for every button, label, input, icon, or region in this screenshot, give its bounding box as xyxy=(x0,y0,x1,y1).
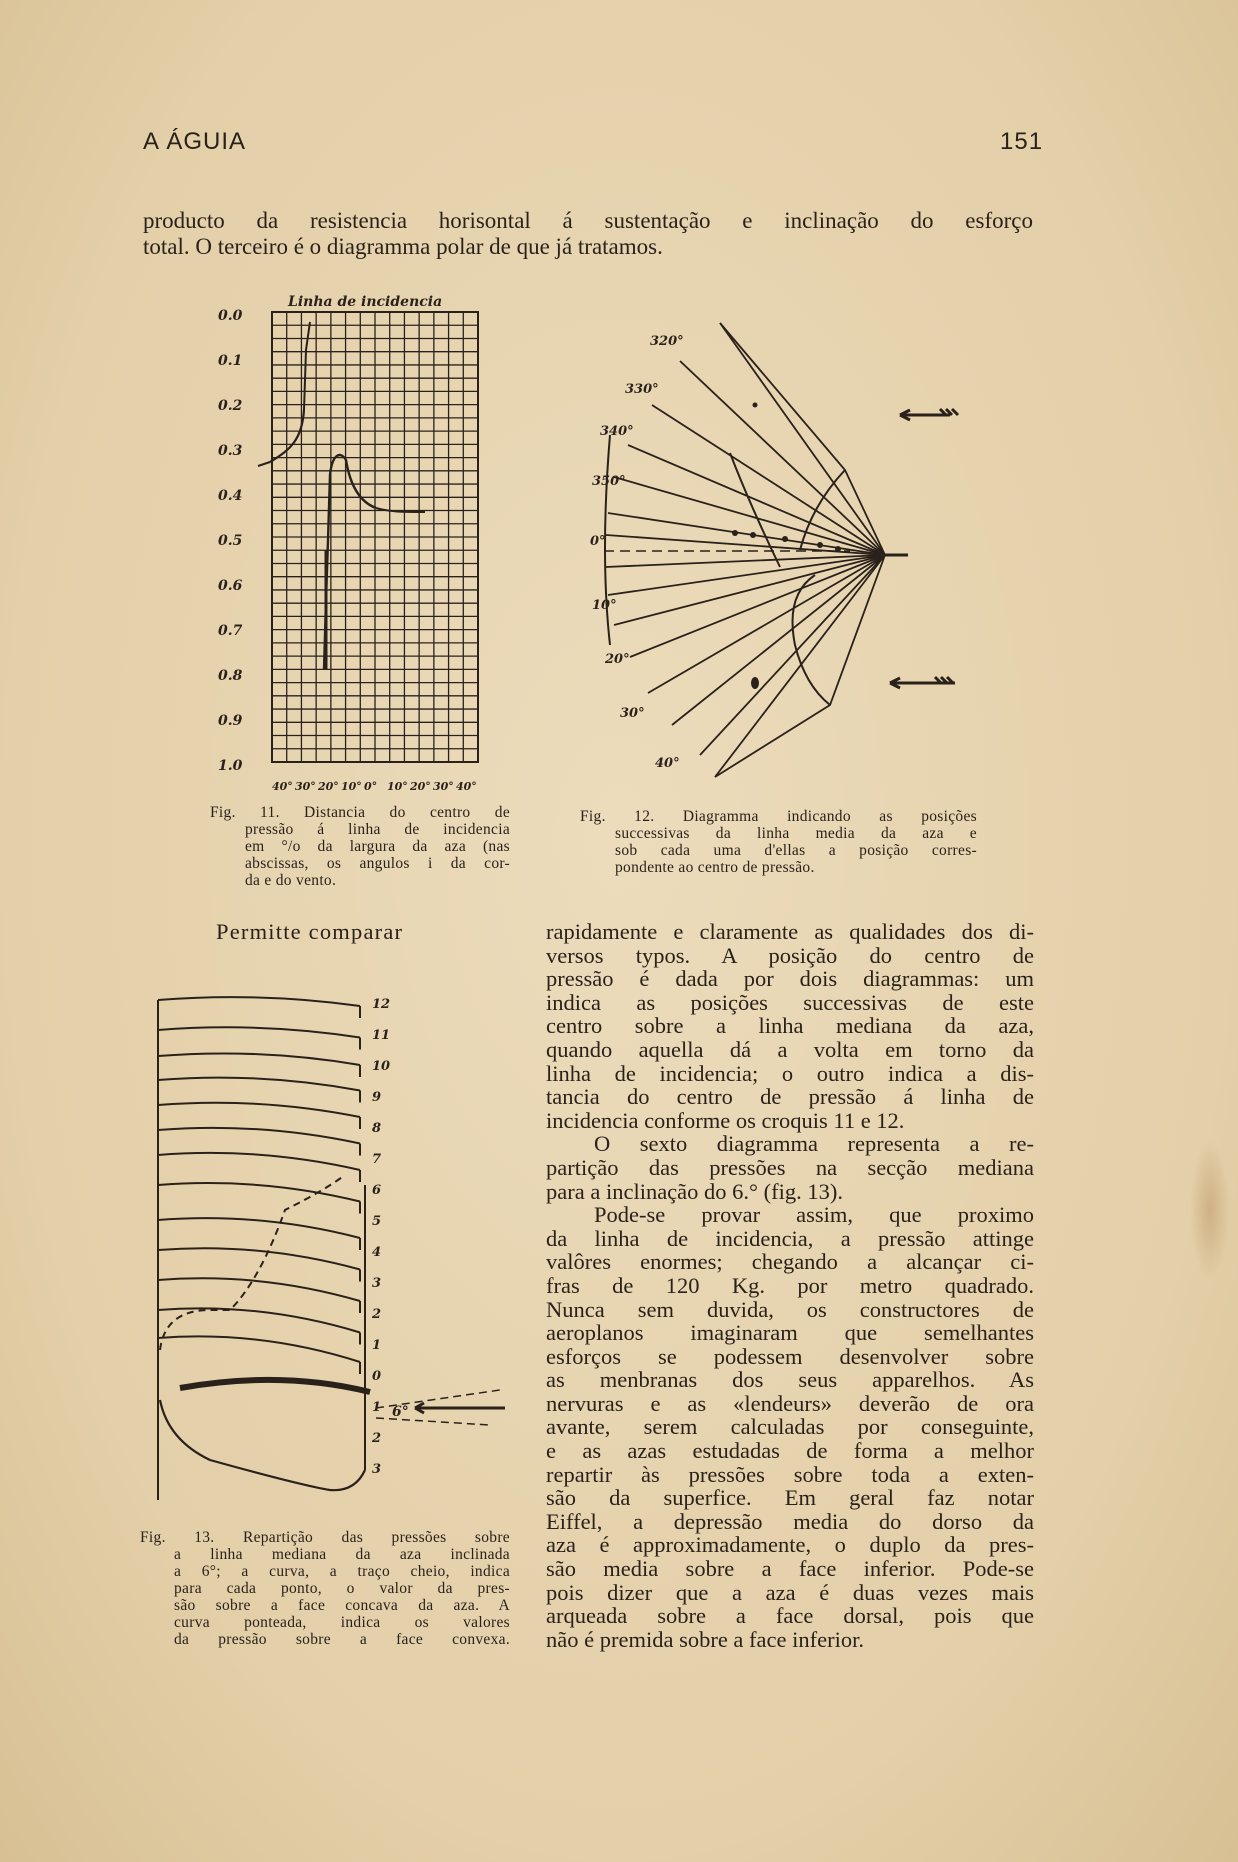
caption-line: para cada ponto, o valor da pres- xyxy=(174,1580,510,1597)
body-line: pois dizer que a aza é duas vezes mais xyxy=(546,1579,1034,1605)
figure-11-caption xyxy=(210,804,510,889)
body-line: avante, serem calculadas por conseguinte, xyxy=(546,1414,1034,1440)
body-line: Eiffel, a depressão media do dorso da xyxy=(546,1508,1034,1534)
scale-label: 3 xyxy=(372,1276,382,1291)
scale-label: 5 xyxy=(372,1214,382,1229)
caption-line: em °/o da largura da aza (nas xyxy=(245,838,510,855)
running-header-title: A ÁGUIA xyxy=(143,128,247,155)
y-tick-label: 0.1 xyxy=(218,353,243,369)
y-tick-label: 0.0 xyxy=(218,308,243,324)
body-line: Nunca sem duvida, os constructores de xyxy=(546,1296,1034,1322)
scale-label: 11 xyxy=(372,1028,391,1043)
body-line: da linha de incidencia, a pressão attinge xyxy=(546,1225,1034,1251)
x-tick-label: 30° xyxy=(433,780,454,793)
body-line: centro sobre a linha mediana da aza, xyxy=(546,1013,1034,1039)
body-line: aza é approximadamente, o duplo da pres- xyxy=(546,1532,1034,1558)
figure-11-grid-diagram xyxy=(210,290,500,800)
caption-line: pressão á linha de incidencia xyxy=(245,821,510,838)
scale-label: 2 xyxy=(372,1307,382,1322)
paragraph-lead: Permitte comparar xyxy=(216,919,404,944)
figure-12-polar-diagram xyxy=(580,305,1000,805)
body-line: e as azas estudadas de forma a melhor xyxy=(546,1438,1034,1464)
body-line: valôres enormes; chegando a alcançar ci- xyxy=(546,1249,1034,1275)
caption-line: abscissas, os angulos i da cor- xyxy=(245,855,510,872)
y-tick-label: 0.2 xyxy=(218,398,243,414)
scale-label: 1 xyxy=(372,1338,382,1353)
caption-line: successivas da linha media da aza e xyxy=(615,825,977,842)
caption-line: Fig. 11. Distancia do centro de xyxy=(210,804,510,821)
scale-label: 9 xyxy=(372,1090,382,1105)
caption-line: são sobre a face concava da aza. A xyxy=(174,1597,510,1614)
body-line: rapidamente e claramente as qualidades dos di- xyxy=(546,919,1034,944)
body-line: Pode-se provar assim, que proximo xyxy=(594,1202,1034,1228)
body-line: nervuras e as «lendeurs» deverão de ora xyxy=(546,1390,1034,1416)
y-tick-label: 0.5 xyxy=(218,533,243,549)
figure-11-y-labels xyxy=(218,308,243,774)
caption-line: curva ponteada, indica os valores xyxy=(174,1614,510,1631)
scale-label: 3 xyxy=(372,1462,382,1477)
x-tick-label: 20° xyxy=(410,780,431,793)
scale-label: 7 xyxy=(372,1152,382,1167)
scale-label: 12 xyxy=(372,997,391,1012)
x-tick-label: 40° xyxy=(272,780,293,793)
body-line: são da superfice. Em geral faz notar xyxy=(546,1485,1034,1511)
figure-11 xyxy=(210,290,500,800)
angle-label: 20° xyxy=(605,652,630,667)
scale-label: 8 xyxy=(372,1121,382,1136)
scale-label: 4 xyxy=(372,1245,382,1260)
scale-label: 6 xyxy=(372,1183,382,1198)
y-tick-label: 0.4 xyxy=(218,488,243,504)
angle-label: 320° xyxy=(650,334,684,349)
body-line: fras de 120 Kg. por metro quadrado. xyxy=(546,1272,1034,1298)
body-line: O sexto diagramma representa a re- xyxy=(594,1131,1034,1157)
body-column xyxy=(546,920,1034,1651)
caption-line: sob cada uma d'ellas a posição corres- xyxy=(615,842,977,859)
caption-line: da e do vento. xyxy=(245,872,337,889)
angle-label: 350° xyxy=(592,474,626,489)
figure-12-caption xyxy=(580,808,977,876)
body-line: esforços se podessem desenvolver sobre xyxy=(546,1343,1034,1369)
x-tick-label: 40° xyxy=(456,780,477,793)
angle-label: 30° xyxy=(620,706,645,721)
caption-line: a 6°; a curva, a traço cheio, indica xyxy=(174,1563,510,1580)
angle-label: 330° xyxy=(625,382,659,397)
scale-label: 0 xyxy=(372,1369,382,1384)
body-line: indica as posições successivas de este xyxy=(546,989,1034,1015)
x-tick-label: 30° xyxy=(295,780,316,793)
caption-line: pondente ao centro de pressão. xyxy=(615,859,815,876)
body-line: incidencia conforme os croquis 11 e 12. xyxy=(546,1107,905,1133)
figure-13-caption xyxy=(140,1529,510,1648)
paper-stain xyxy=(1190,1140,1230,1280)
figure-13 xyxy=(140,980,520,1520)
x-tick-label: 0° xyxy=(364,780,378,793)
scale-label: 2 xyxy=(372,1431,382,1446)
y-tick-label: 0.8 xyxy=(218,668,243,684)
scale-label: 1 xyxy=(372,1400,382,1415)
body-line: arqueada sobre a face dorsal, pois que xyxy=(546,1603,1034,1629)
angle-label: 340° xyxy=(600,424,634,439)
angle-label: 10° xyxy=(592,598,617,613)
intro-line: producto da resistencia horisontal á sustentação e inclinação do esforço xyxy=(143,208,1033,233)
body-line: tancia do centro de pressão á linha de xyxy=(546,1084,1034,1110)
scale-label: 10 xyxy=(372,1059,391,1074)
body-line: as menbranas dos seus apparelhos. As xyxy=(546,1367,1034,1393)
body-line: quando aquella dá a volta em torno da xyxy=(546,1036,1034,1062)
figure-11-x-labels xyxy=(272,780,477,793)
caption-line: Fig. 12. Diagramma indicando as posições xyxy=(580,808,977,825)
body-line: versos typos. A posição do centro de xyxy=(546,942,1034,968)
body-line: linha de incidencia; o outro indica a dis- xyxy=(546,1060,1034,1086)
caption-line: Fig. 13. Repartição das pressões sobre xyxy=(140,1529,510,1546)
y-tick-label: 1.0 xyxy=(218,758,243,774)
intro-paragraph xyxy=(143,208,1033,260)
caption-line: a linha mediana da aza inclinada xyxy=(174,1546,510,1563)
figure-13-pressure-diagram xyxy=(140,980,520,1520)
y-tick-label: 0.6 xyxy=(218,578,243,594)
body-line: não é premida sobre a face inferior. xyxy=(546,1626,864,1652)
body-line: pressão é dada por dois diagrammas: um xyxy=(546,966,1034,992)
body-line: aeroplanos imaginaram que semelhantes xyxy=(546,1320,1034,1346)
intro-line: total. O terceiro é o diagramma polar de que já tratamos. xyxy=(143,234,663,259)
x-tick-label: 10° xyxy=(387,780,408,793)
y-tick-label: 0.7 xyxy=(218,623,243,639)
angle-label: 40° xyxy=(655,756,680,771)
figure-13-scale-labels xyxy=(371,997,390,1477)
x-tick-label: 20° xyxy=(318,780,339,793)
body-line: repartir às pressões sobre toda a exten- xyxy=(546,1461,1034,1487)
y-tick-label: 0.9 xyxy=(218,713,243,729)
angle-label: 0° xyxy=(590,534,606,549)
caption-line: da pressão sobre a face convexa. xyxy=(174,1631,510,1648)
page-number: 151 xyxy=(1000,128,1044,155)
figure-13-angle-label: 6° xyxy=(392,1404,409,1420)
figure-12 xyxy=(580,305,1000,805)
body-line: partição das pressões na secção mediana xyxy=(546,1154,1034,1180)
body-line: são media sobre a face inferior. Pode-se xyxy=(546,1556,1034,1582)
x-tick-label: 10° xyxy=(341,780,362,793)
figure-11-top-label: Linha de incidencia xyxy=(288,294,443,310)
y-tick-label: 0.3 xyxy=(218,443,243,459)
body-line: para a inclinação do 6.° (fig. 13). xyxy=(546,1178,844,1204)
